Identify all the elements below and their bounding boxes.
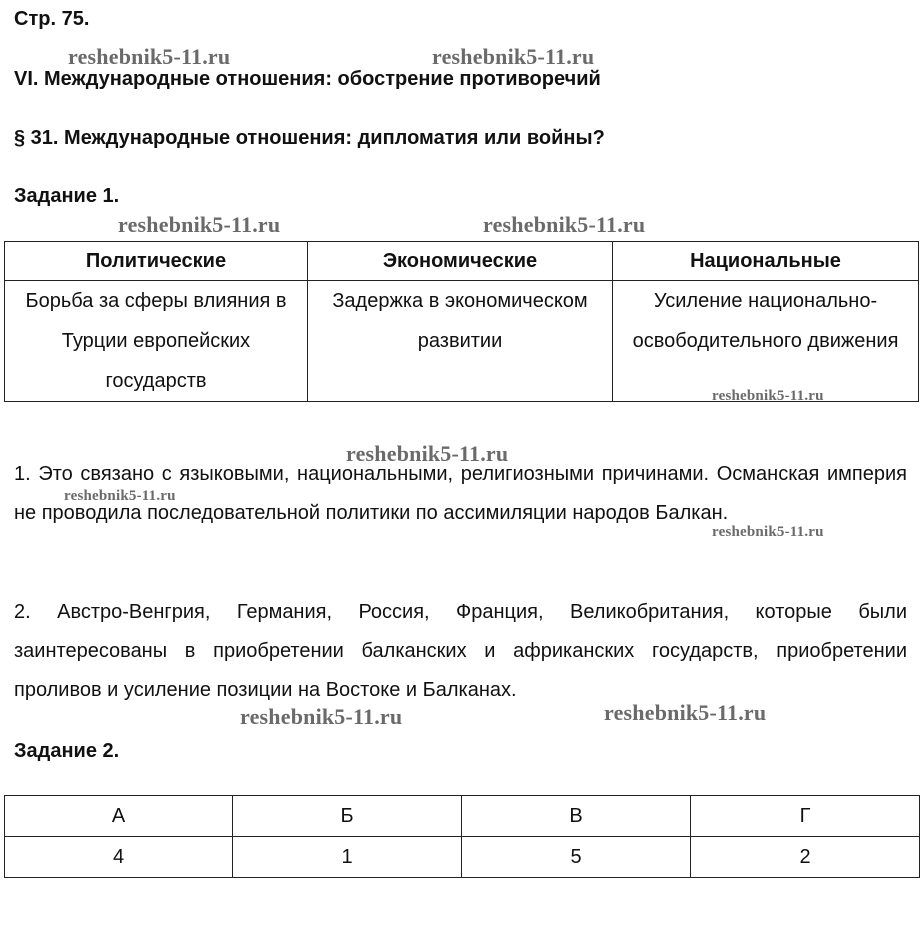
watermark: reshebnik5-11.ru <box>712 524 824 540</box>
section-title: § 31. Международные отношения: дипломатия или войны? <box>14 127 605 149</box>
cell-political: Борьба за сферы влияния в Турции европейских государств <box>5 281 308 402</box>
watermark: reshebnik5-11.ru <box>712 388 824 404</box>
chapter-title: VI. Международные отношения: обострение противоречий <box>14 68 601 90</box>
task2-table <box>4 795 920 878</box>
col-political-header: Политические <box>5 242 308 281</box>
col-economic-header: Экономические <box>308 242 613 281</box>
task2-header-row <box>5 796 920 837</box>
watermark: reshebnik5-11.ru <box>68 44 231 69</box>
task2-value-b: 1 <box>233 837 462 878</box>
cell-national: Усиление национально-освободительного движения <box>613 281 919 402</box>
task2-value-v: 5 <box>462 837 691 878</box>
task2-value-g: 2 <box>691 837 920 878</box>
watermark: reshebnik5-11.ru <box>240 704 403 729</box>
task2-value-a: 4 <box>5 837 233 878</box>
task2-header-b: Б <box>233 796 462 837</box>
task2-header-a: А <box>5 796 233 837</box>
page-label: Стр. 75. <box>14 8 90 30</box>
task2-title: Задание 2. <box>14 740 120 762</box>
task1-header-row <box>5 242 919 281</box>
answer-1: 1. Это связано с языковыми, национальными, религиозными причинами. Османская империя не проводила последовательной политики по ассимиляции народов Балкан. <box>14 463 907 524</box>
watermark: reshebnik5-11.ru <box>604 700 767 725</box>
watermark: reshebnik5-11.ru <box>118 212 281 237</box>
cell-economic: Задержка в экономическом развитии <box>308 281 613 402</box>
task1-data-row <box>5 281 919 402</box>
answer-2: 2. Австро-Венгрия, Германия, Россия, Франция, Великобритания, которые были заинтересованы в приобретении балканских и африканских государств, приобретении проливов и усиление позиции на Востоке и Балканах. <box>14 601 907 701</box>
watermark: reshebnik5-11.ru <box>64 488 176 504</box>
watermark: reshebnik5-11.ru <box>346 441 509 466</box>
task2-header-v: В <box>462 796 691 837</box>
task2-header-g: Г <box>691 796 920 837</box>
col-national-header: Национальные <box>613 242 919 281</box>
task2-value-row <box>5 837 920 878</box>
watermark: reshebnik5-11.ru <box>483 212 646 237</box>
watermark: reshebnik5-11.ru <box>432 44 595 69</box>
task1-title: Задание 1. <box>14 185 120 207</box>
task1-table <box>4 241 919 402</box>
